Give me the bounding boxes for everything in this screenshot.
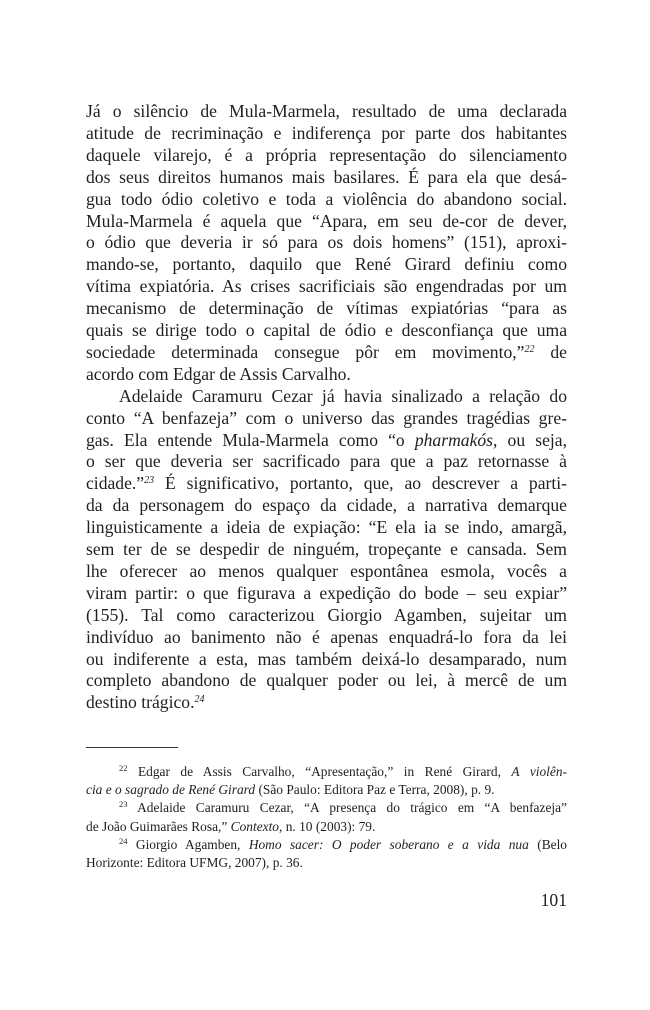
body-line: sociedade determinada consegue pôr em movimento,”$^{22}$ de	[86, 341, 567, 362]
body-line: linguisticamente a ideia de expiação: “E ela ia se indo, amargã,	[86, 517, 567, 538]
body-line: mecanismo de determinação de vítimas expiatórias “para as	[86, 298, 567, 319]
body-line: Adelaide Caramuru Cezar já havia sinalizado a relação do	[119, 385, 567, 406]
body-line: destino trágico.$^{24}$	[86, 692, 205, 713]
body-line: indivíduo ao banimento não é apenas enquadrá-lo fora da lei	[86, 626, 567, 647]
body-line: dos seus direitos humanos mais basilares. É para ela que desá-	[86, 166, 567, 187]
body-line: atitude de recriminação e indiferença por parte dos habitantes	[86, 122, 567, 143]
body-line: quais se dirige todo o capital de ódio e desconfiança que uma	[86, 320, 567, 340]
body-line: acordo com Edgar de Assis Carvalho.	[86, 363, 351, 384]
footnote-line: cia e o sagrado de René Girard (São Paulo: Editora Paz e Terra, 2008), p. 9.	[86, 782, 495, 798]
body-line: sem ter de se despedir de ninguém, tropeçante e cansada. Sem	[86, 539, 567, 559]
page-number: 101	[540, 890, 567, 910]
body-line: completo abandono de qualquer poder ou lei, à mercê de um	[86, 670, 567, 691]
body-line: gas. Ela entende Mula-Marmela como “o pharmakós, ou seja,	[86, 429, 567, 450]
body-line: o ódio que deveria ir só para os dois homens” (151), aproxi-	[86, 232, 567, 253]
footnote-line: Horizonte: Editora UFMG, 2007), p. 36.	[86, 855, 303, 870]
body-line: cidade.”$^{23}$ É significativo, portanto, que, ao descrever a parti-	[86, 473, 567, 494]
body-line: mando-se, portanto, daquilo que René Girard definiu como	[86, 254, 567, 275]
body-line: daquele vilarejo, é a própria representação do silenciamento	[86, 144, 567, 165]
body-line: conto “A benfazeja” com o universo das grandes tragédias gre-	[86, 407, 567, 428]
footnote-line: $^{23}$ Adelaide Caramuru Cezar, “A presença do trágico em “A benfazeja”	[119, 799, 567, 816]
body-line: viram partir: o que figurava a expedição do bode – seu expiar”	[86, 582, 567, 603]
body-line: Já o silêncio de Mula-Marmela, resultado de uma declarada	[86, 101, 567, 121]
body-line: (155). Tal como caracterizou Giorgio Agamben, sujeitar um	[86, 604, 567, 625]
body-line: da da personagem do espaço da cidade, a narrativa demarque	[86, 495, 567, 516]
footnote-line: $^{24}$ Giorgio Agamben, Homo sacer: O poder soberano e a vida nua (Belo	[119, 835, 567, 852]
body-line: gua todo ódio coletivo e toda a violência do abandono social.	[86, 188, 567, 209]
body-line: Mula-Marmela é aquela que “Apara, em seu de-cor de dever,	[86, 210, 567, 231]
body-line: ou indiferente a esta, mas também deixá-lo desamparado, num	[86, 648, 567, 669]
footnote-line: $^{22}$ Edgar de Assis Carvalho, “Apresentação,” in René Girard, A violên-	[119, 763, 567, 779]
footnote-divider	[86, 747, 178, 748]
body-line: lhe oferecer ao menos qualquer espontânea esmola, vocês a	[86, 560, 567, 581]
body-line: vítima expiatória. As crises sacrificiais são engendradas por um	[86, 276, 567, 297]
footnote-line: de João Guimarães Rosa,” Contexto, n. 10 (2003): 79.	[86, 818, 376, 834]
body-line: o ser que deveria ser sacrificado para que a paz retornasse à	[86, 451, 567, 472]
